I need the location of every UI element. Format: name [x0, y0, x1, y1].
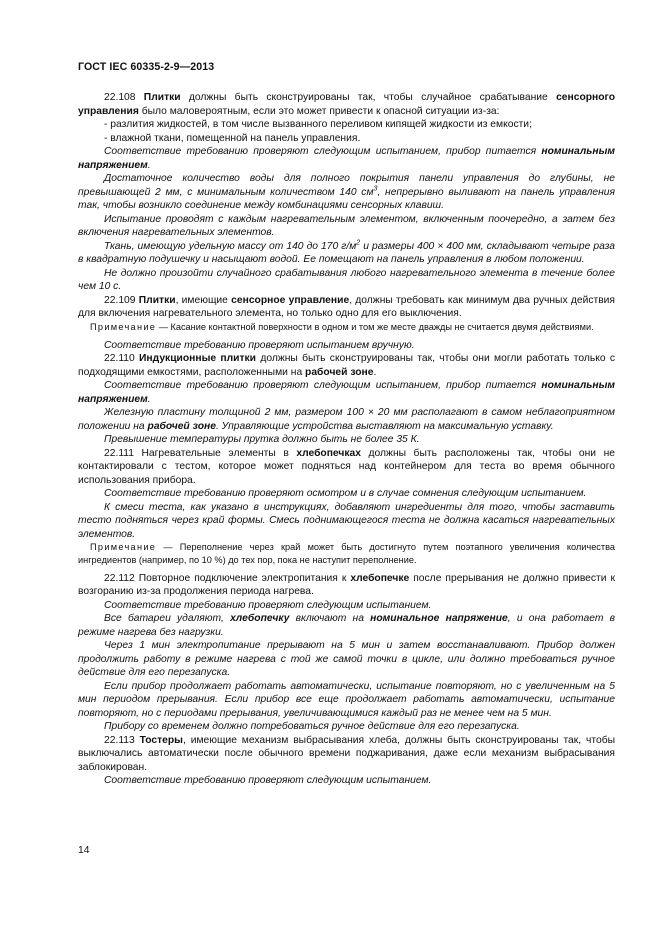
test-paragraph: К смеси теста, как указано в инструкциях, добавляют ингредиенты для того, чтобы заставить тесто подняться через край формы. Смесь поднимающегося теста не должна касаться нагревательных элементов. [78, 501, 615, 540]
test-paragraph: Соответствие требованию проверяют следующим испытанием, прибор питается номинальным напряжением. [78, 146, 615, 171]
clause-22-110: 22.110 Индукционные плитки должны быть сконструированы так, чтобы они могли работать только с подходящими емкостями, расположенными на рабочей зоне. [78, 353, 615, 378]
page-number: 14 [78, 845, 90, 856]
test-paragraph: Через 1 мин электропитание прерывают на 5 мин и затем восстанавливают. Прибор должен продолжить работу в режиме нагрева с той же самой точки в цикле, или должно требоваться ручное действие для его перезапуска. [78, 640, 615, 679]
list-item: - влажной ткани, помещенной на панель управления. [104, 132, 361, 144]
clause-22-112: 22.112 Повторное подключение электропитания к хлебопечке после прерывания не должно привести к возгоранию из-за продолжения периода нагрева. [78, 572, 616, 598]
clause-22-111: 22.111 Нагревательные элементы в хлебопечках должны быть расположены так, чтобы они не контактировали с тестом, которое может подняться над контейнером для теста во время обычного использования прибора. [78, 447, 615, 486]
test-paragraph: Соответствие требованию проверяют осмотром и в случае сомнения следующим испытанием. [104, 488, 587, 500]
clause-22-109: 22.109 Плитки, имеющие сенсорное управление, должны требовать как минимум два ручных действия для включения нагревательного элемента, но только одно для его выключения. [78, 294, 616, 319]
test-paragraph: Железную пластину толщиной 2 мм, размером 100 × 20 мм располагают в самом неблагоприятном положении на рабочей зоне. Управляющие устройства выставляют на максимальную уставку. [78, 407, 615, 432]
test-paragraph: Испытание проводят с каждым нагревательным элементом, включенным поочередно, а затем без включения нагревательных элементов. [78, 213, 615, 238]
test-paragraph: Не должно произойти случайного срабатывания любого нагревательного элемента в течение более чем 10 с. [78, 267, 615, 292]
test-paragraph: Превышение температуры прутка должно быть не более 35 К. [104, 434, 420, 446]
test-paragraph: Соответствие требованию проверяют следующим испытанием, прибор питается номинальным напряжением. [78, 380, 615, 405]
page-header: ГОСТ IEC 60335-2-9—2013 [78, 61, 215, 73]
note: Примечание — Переполнение через край может быть достигнуто путем поэтапного увеличения количества ингредиентов (например, по 10 %) до тех пор, пока не наступит переполнение. [78, 542, 615, 565]
clause-22-108: 22.108 Плитки должны быть сконструированы так, чтобы случайное срабатывание сенсорного управления было маловероятным, если это может привести к опасной ситуации из-за: [78, 92, 615, 117]
note: Примечание — Касание контактной поверхности в одном и том же месте дважды не считается двумя действиями. [90, 321, 594, 332]
test-paragraph: Достаточное количество воды для полного покрытия панели управления до глубины, не превышающей 2 мм, с минимальным количеством 140 $см^3$, непрерывно выливают на панель управления так, чтобы возникло соединение между комбинациями сенсорных клавиш. [78, 173, 615, 211]
document-body [78, 91, 615, 788]
test-paragraph: Соответствие требованию проверяют испытанием вручную. [104, 339, 415, 351]
test-paragraph: Если прибор продолжает работать автоматически, испытание повторяют, но с увеличенным на 5 мин периодом прерывания. Если прибор все еще продолжает работать автоматически, испытание повторяют, но с периодами прерывания, увеличивающимися каждый раз не менее чем на 5 мин. [78, 680, 615, 719]
test-paragraph: Прибору со временем должно потребоваться ручное действие для его перезапуска. [104, 721, 520, 733]
test-paragraph: Соответствие требованию проверяют следующим испытанием. [104, 599, 432, 611]
list-item: - разлития жидкостей, в том числе вызванного переливом кипящей жидкости из емкости; [104, 119, 532, 130]
test-paragraph: Все батареи удаляют, хлебопечку включают на номинальное напряжение, и она работает в режиме нагрева без нагрузки. [78, 613, 615, 638]
test-paragraph: Соответствие требованию проверяют следующим испытанием. [104, 775, 432, 787]
clause-22-113: 22.113 Тостеры, имеющие механизм выбрасывания хлеба, должны быть сконструированы так, чтобы выключались автоматически после обычного времени поджаривания, даже если механизм выбрасывания заблокирован. [78, 734, 615, 773]
test-paragraph: Ткань, имеющую удельную массу от 140 до 170 $г/м^2$ и размеры 400 × 400 мм, складывают четыре раза в квадратную подушечку и насыщают водой. Ее помещают на панель управления в любом положении. [78, 239, 615, 265]
